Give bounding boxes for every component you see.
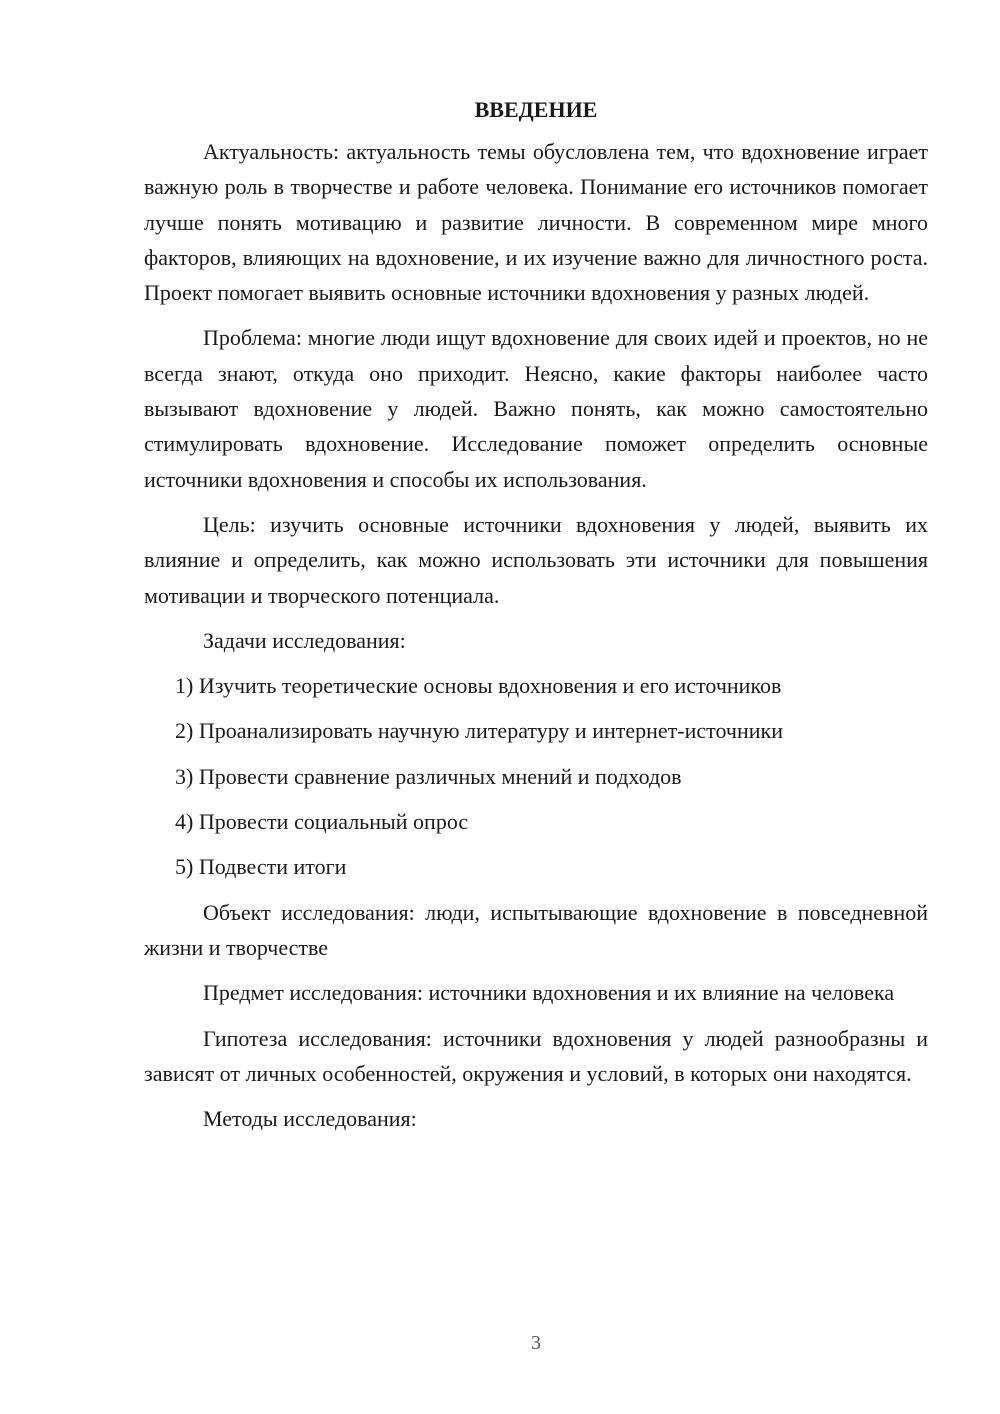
task-item-5: 5) Подвести итоги: [175, 854, 347, 880]
document-page: [144, 90, 928, 1136]
tasks-title: Задачи исследования:: [203, 627, 406, 653]
goal-paragraph: Цель: изучить основные источники вдохновения у людей, выявить их влияние и определить, как можно использовать эти источники для повышения мотивации и творческого потенциала.: [144, 511, 928, 608]
subject-paragraph: Предмет исследования: источники вдохновения и их влияние на человека: [203, 980, 895, 1006]
relevance-paragraph: Актуальность: актуальность темы обусловлена тем, что вдохновение играет важную роль в творчестве и работе человека. Понимание его источников помогает лучше понять мотивацию и развитие личности. В современном мире много факторов, влияющих на вдохновение, и их изучение важно для личностного роста. Проект помогает выявить основные источники вдохновения у разных людей.: [144, 139, 928, 306]
task-item-4: 4) Провести социальный опрос: [175, 809, 469, 835]
hypothesis-paragraph: Гипотеза исследования: источники вдохновения у людей разнообразны и зависят от личных особенностей, окружения и условий, в которых они находятся.: [144, 1025, 928, 1086]
methods-title: Методы исследования:: [203, 1106, 417, 1132]
task-item-2: 2) Проанализировать научную литературу и интернет-источники: [175, 718, 783, 744]
page-number: 3: [531, 1332, 541, 1354]
task-item-1: 1) Изучить теоретические основы вдохновения и его источников: [175, 673, 782, 699]
object-paragraph: Объект исследования: люди, испытывающие вдохновение в повседневной жизни и творчестве: [144, 899, 928, 960]
section-heading: ВВЕДЕНИЕ: [474, 97, 598, 122]
task-item-3: 3) Провести сравнение различных мнений и подходов: [175, 763, 682, 789]
problem-paragraph: Проблема: многие люди ищут вдохновение для своих идей и проектов, но не всегда знают, откуда оно приходит. Неясно, какие факторы наиболее часто вызывают вдохновение у людей. Важно понять, как можно самостоятельно стимулировать вдохновение. Исследование поможет определить основные источники вдохновения и способы их использования.: [144, 325, 928, 492]
